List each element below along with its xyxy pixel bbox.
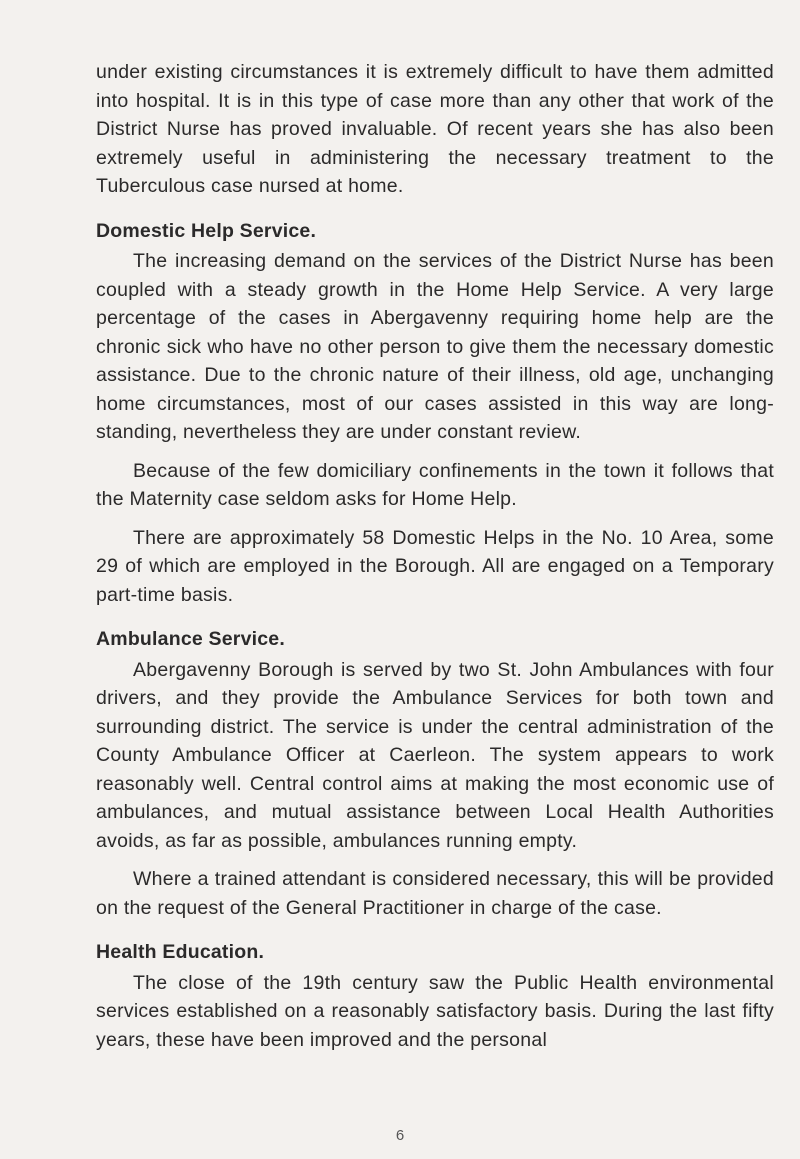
health-education-paragraph-1: The close of the 19th century saw the Public Health environmental services established on a reasonably satisfactory basis. During the last fifty years, these have been improved and the personal: [96, 971, 774, 1051]
intro-paragraph: under existing circumstances it is extremely difficult to have them admitted into hospital. It is in this type of case more than any other that work of the District Nurse has proved invaluable. Of recent years she has also been extremely useful in administering the necessary treatment to the Tuberculous case nursed at home.: [96, 61, 774, 197]
ambulance-paragraph-2: Where a trained attendant is considered necessary, this will be provided on the request of the General Practitioner in charge of the case.: [96, 868, 774, 919]
domestic-help-paragraph-2: Because of the few domiciliary confinements in the town it follows that the Maternity case seldom asks for Home Help.: [96, 459, 774, 510]
heading-health-education: Health Education.: [96, 941, 265, 963]
domestic-help-paragraph-3: There are approximately 58 Domestic Helps in the No. 10 Area, some 29 of which are employed in the Borough. All are engaged on a Temporary part-time basis.: [96, 526, 774, 606]
heading-ambulance-service: Ambulance Service.: [96, 628, 285, 650]
ambulance-paragraph-1: Abergavenny Borough is served by two St. John Ambulances with four drivers, and they provide the Ambulance Services for both town and surrounding district. The service is under the central administration of the County Ambulance Officer at Caerleon. The system appears to work reasonably well. Central control aims at making the most economic use of ambulances, and mutual assistance between Local Health Authorities avoids, as far as possible, ambulances running empty.: [96, 658, 774, 852]
domestic-help-paragraph-1: The increasing demand on the services of the District Nurse has been coupled with a steady growth in the Home Help Service. A very large percentage of the cases in Abergavenny requiring home help are the chronic sick who have no other person to give them the necessary domestic assistance. Due to the chronic nature of their illness, old age, unchanging home circumstances, most of our cases assisted in this way are long-standing, nevertheless they are under constant review.: [96, 250, 774, 443]
page-number: 6: [395, 1127, 405, 1144]
heading-domestic-help: Domestic Help Service.: [96, 219, 317, 242]
